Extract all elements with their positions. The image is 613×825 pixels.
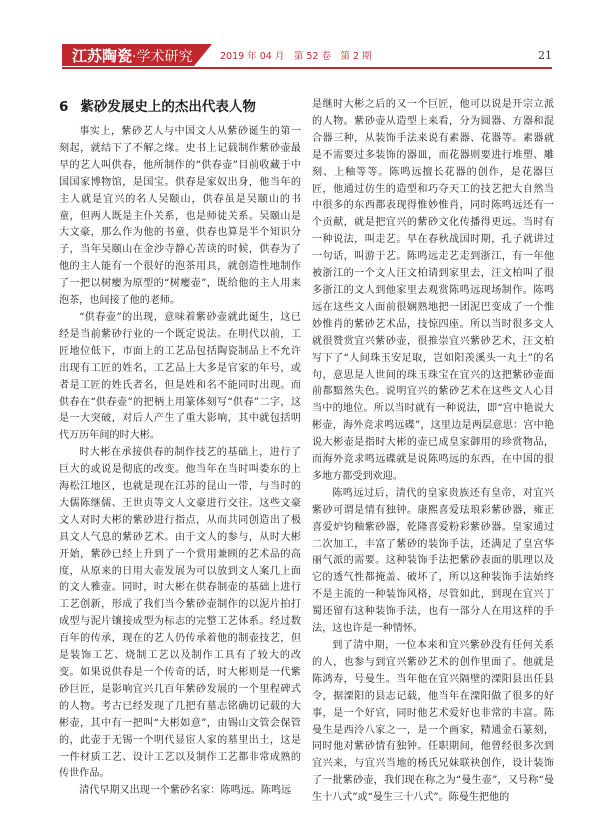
paragraph: 事实上，紫砂艺人与中国文人从紫砂诞生的第一刻起，就结下了不解之缘。史书上记载制作紫砂壶最早的艺人叫供春，他所制作的“供春壶”目前收藏于中国国家博物馆，是国宝。供春是家奴出身，他当年的主人就是宜兴的名人吴颐山，供春虽是吴颐山的书童，但两人既是主仆关系，也是师徒关系。吴颐山是大文豪，那么作为他的书童，供春也算是半个知识分子，当年吴颐山在金沙寺静心苦读的时候，供春为了他的主人能有一个很好的泡茶用具，就创造性地制作了一把以树瘿为原型的“树瘿壶”，既给他的主人用来泡茶，也间接了他的老师。 <box>59 126 301 307</box>
paragraph: “供春壶”的出现，意味着紫砂壶就此诞生，这已经是当前紫砂行业的一个既定说法。在明代以前，工匠地位低下，市面上的工艺品包括陶瓷制品上不允许出现有工匠的姓名，工艺品上大多是官家的年号，或者是工匠的姓氏者名，但是姓和名不能同时出现。而供春在“供春壶”的把柄上用篆体刻写“供春”二字，这是一大突破，对后人产生了重大影响，其中就包括明代万历年间的时大彬。 <box>59 311 301 442</box>
running-header <box>62 44 552 66</box>
section-name: ·学术研究 <box>132 48 193 65</box>
paragraph: 时大彬在承接供春的制作技艺的基础上，进行了巨大的或说是彻底的改变。他当年在当时叫娄东的上海松江地区，也就是现在江苏的昆山一带，与当时的大儒陈继儒、王世贞等文人文豪进行交往。这些文豪文人对时大彬的紫砂进行指点，从而共同创造出了极具文人气息的紫砂艺术。由于文人的参与，从时大彬开始，紫砂已经上升到了一个赏用兼顾的艺术品的高度，从原来的日用大壶发展为可以放到文人案几上面的文人雅壶。同时，时大彬在供春制壶的基础上进行工艺创新，形成了我们当今紫砂壶制作的以泥片拍打成型与泥片镶接成型为标志的完整工艺体系。经过数百年的传承，现在的艺人仍传承着他的制壶技艺，但是装饰工艺、烧制工艺以及制作工具有了较大的改变。如果说供春是一个传奇的话，时大彬则是一代紫砂巨匠，是影响宜兴几百年紫砂发展的一个里程碑式的人物。考古已经发现了几把有墓志铭确切记载的大彬壶，其中有一把叫“大彬如意”，由锡山文管会保管的，此壶于无锡一个明代显宦人家的墓里出土，这是一件材质工艺、设计工艺以及制作工艺都非常成熟的传世作品。 <box>59 447 301 780</box>
issue-info: 2019 年 04 月 第 52 卷 第 2 期 <box>220 51 372 62</box>
paragraph: 到了清中期，一位本来和宜兴紫砂没有任何关系的人，也参与到宜兴紫砂艺术的创作里面了。他就是陈鸿寿，号曼生。当年他在宜兴隔壁的溧阳县出任县令，据溧阳的县志记载，他当年在溧阳做了很多的好事，是一个好官，同时他艺术爱好也非常的丰富。陈曼生是西泠八家之一，是一个画家，精通金石篆刻，同时他对紫砂情有独钟。任职期间，他曾经很多次到宜兴来，与宜兴当地的杨氏兄妹联袂创作，设计装饰了一批紫砂壶，我们现在称之为“曼生壶”，又号称“曼生十八式”或“曼生三十八式”。陈曼生把他的 <box>312 640 554 804</box>
journal-name: 江苏陶瓷 <box>72 47 133 65</box>
section-heading <box>59 98 301 116</box>
header-rule <box>62 67 552 69</box>
right-column <box>312 97 554 807</box>
masthead-text <box>72 45 192 66</box>
paragraph: 陈鸣远过后，清代的皇家贵族还有皇帝，对宜兴紫砂可谓是情有独钟。康熙喜爱珐琅彩紫砂器，雍正喜爱炉钧釉紫砂器，乾隆喜爱粉彩紫砂器。皇家通过二次加工，丰富了紫砂的装饰手法，还满足了皇宫华丽气派的需要。这种装饰手法把紫砂表面的肌理以及它的透气性都掩盖、破坏了，所以这种装饰手法始终不是主流的一种装饰风格，尽管如此，到现在宜兴丁蜀还留有这种装饰手法，也有一部分人在用这样的手法，这也许是一种情怀。 <box>312 487 554 635</box>
paragraph: 清代早期又出现一个紫砂名家：陈鸣远。陈鸣远 <box>79 785 292 797</box>
paragraph: 是继时大彬之后的又一个巨匠，他可以说是开宗立派的人物。紫砂壶从造型上来看，分为圆器、方器和混合器三种，从装饰手法来说有素器、花器等。素器就是不需要过多装饰的器皿，而花器则要进行堆塑、雕刻、上釉等等。陈鸣远擅长花器的创作，是花器巨匠，他通过仿生的造型和巧夺天工的技艺把大自然当中很多的东西都表现得惟妙惟肖，同时陈鸣远还有一个贡献，就是把宜兴的紫砂文化传播得更远。当时有一种说法，叫走艺。早在春秋战国时期，孔子就讲过一句话，叫游于艺。陈鸣远走艺走到浙江，有一年他被浙江的一个文人汪文柏请到家里去，汪文柏叫了很多浙江的文人到他家里去观赏陈鸣远现场制作。陈鸣远在这些文人面前很娴熟地把一团泥巴变成了一个惟妙惟肖的紫砂艺术品，技惊四座。所以当时很多文人就很赞赏宜兴紫砂壶，很推崇宜兴紫砂艺术，汪文柏写下了“人间珠玉安足取，岂如阳羡溪头一丸土”的名句，意思是人世间的珠玉珠宝在宜兴的这把紫砂壶面前都黯然失色。说明宜兴的紫砂艺术在这些文人心目当中的地位。所以当时就有一种说法，即“宫中艳说大彬壶，海外竞求鸣远碟”，这里边是两层意思：宫中艳说大彬壶是指时大彬的壶已成皇家御用的珍赏物品，而海外竞求鸣远碟就是说陈鸣远的东西，在中国的很多地方都受到欢迎。 <box>312 99 554 482</box>
left-column <box>59 98 301 800</box>
section-number: 6 <box>59 99 69 115</box>
page-number: 21 <box>538 49 552 62</box>
section-title: 紫砂发展史上的杰出代表人物 <box>80 99 256 115</box>
